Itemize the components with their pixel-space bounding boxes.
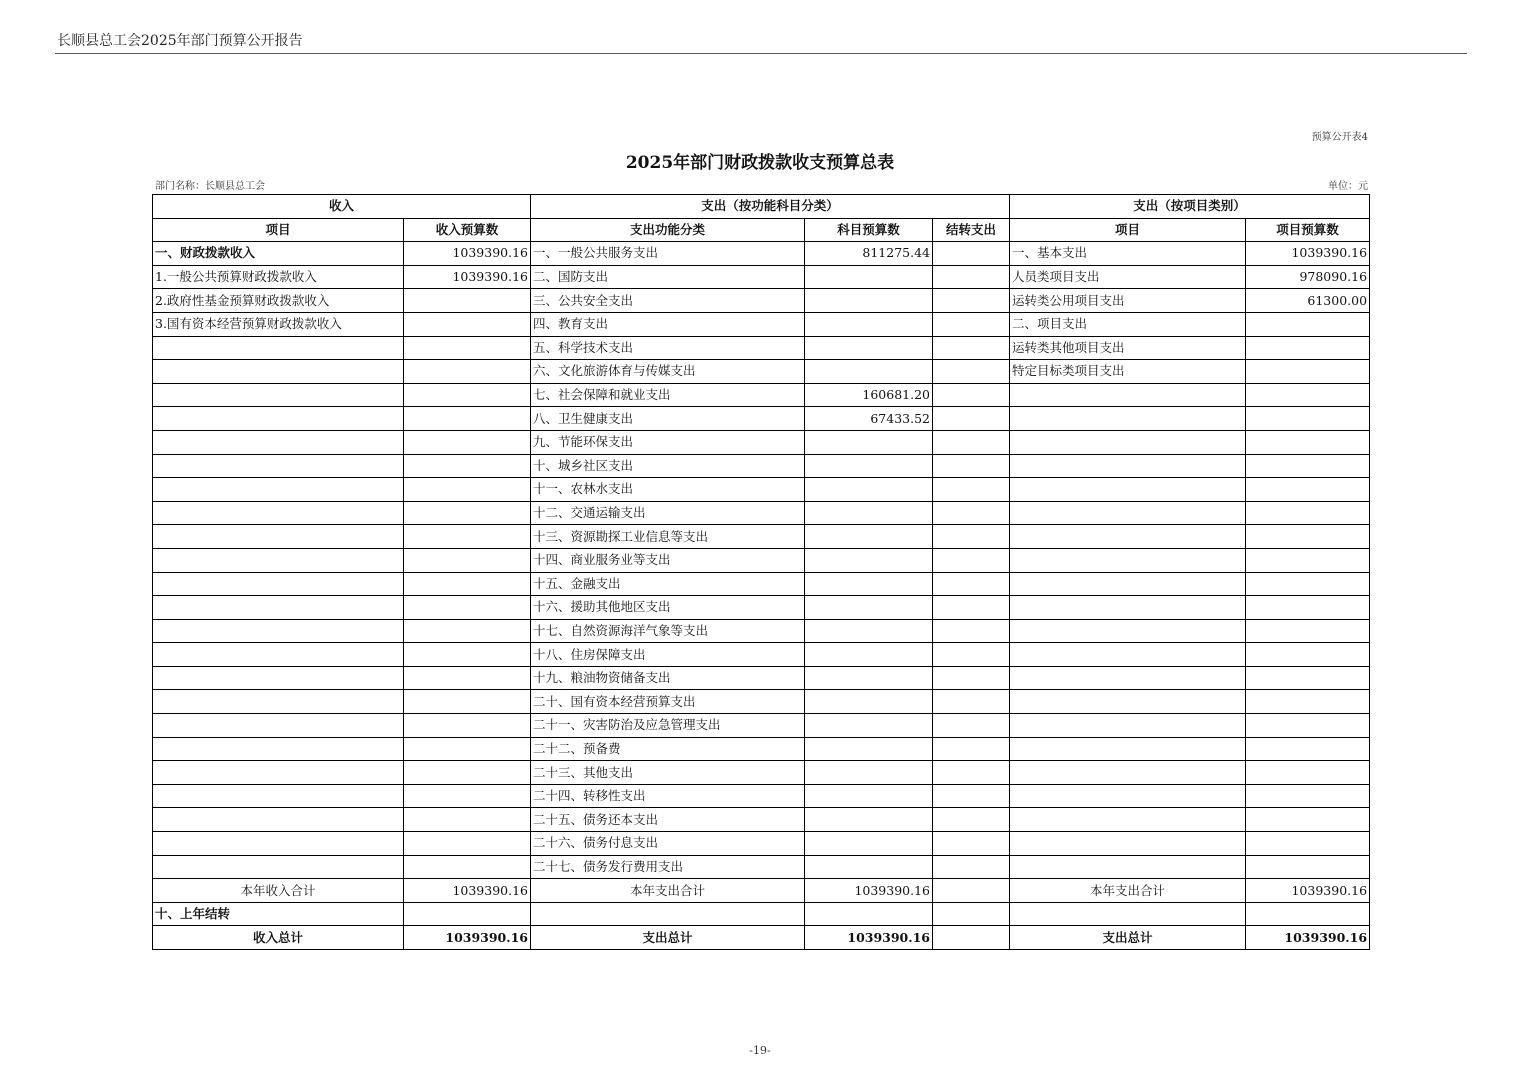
carryover-cell — [933, 761, 1010, 785]
project-amount-cell — [1246, 548, 1370, 572]
table-row — [153, 666, 1370, 690]
project-amount-cell — [1246, 430, 1370, 454]
function-item-cell: 五、科学技术支出 — [531, 336, 805, 360]
function-item-cell: 十一、农林水支出 — [531, 478, 805, 502]
project-amount-cell — [1246, 383, 1370, 407]
project-item-cell — [1010, 714, 1246, 738]
subtotal-row — [153, 879, 1370, 903]
income-amount-cell — [404, 784, 531, 808]
income-item-cell — [153, 407, 404, 431]
function-item-cell: 二十五、债务还本支出 — [531, 808, 805, 832]
function-amount-cell — [805, 808, 933, 832]
income-item-cell — [153, 690, 404, 714]
function-item-cell: 十五、金融支出 — [531, 572, 805, 596]
income-amount-cell — [404, 666, 531, 690]
income-item-cell — [153, 430, 404, 454]
income-item-cell — [153, 666, 404, 690]
table-row — [153, 454, 1370, 478]
income-amount-cell — [404, 572, 531, 596]
income-amount-cell — [404, 525, 531, 549]
table-row — [153, 383, 1370, 407]
function-amount-cell — [805, 855, 933, 879]
function-amount-cell — [805, 289, 933, 313]
project-amount-cell — [1246, 360, 1370, 384]
group-header-expense-project: 支出（按项目类别） — [1010, 195, 1370, 219]
project-item-cell — [1010, 737, 1246, 761]
group-header-income: 收入 — [153, 195, 531, 219]
function-item-cell: 三、公共安全支出 — [531, 289, 805, 313]
total-carryover — [933, 926, 1010, 950]
carryover-cell — [933, 525, 1010, 549]
total-project-label: 支出总计 — [1010, 926, 1246, 950]
income-item-cell — [153, 596, 404, 620]
table-row — [153, 336, 1370, 360]
function-amount-cell — [805, 265, 933, 289]
income-amount-cell — [404, 407, 531, 431]
prior-year-carryover-label: 十、上年结转 — [153, 902, 404, 926]
function-amount-cell — [805, 784, 933, 808]
carryover-cell — [933, 690, 1010, 714]
function-amount-cell — [805, 666, 933, 690]
function-item-cell: 十四、商业服务业等支出 — [531, 548, 805, 572]
carryover-cell — [933, 383, 1010, 407]
table-row — [153, 784, 1370, 808]
function-item-cell: 二十一、灾害防治及应急管理支出 — [531, 714, 805, 738]
project-amount-cell — [1246, 407, 1370, 431]
function-item-cell: 一、一般公共服务支出 — [531, 242, 805, 266]
function-item-cell: 四、教育支出 — [531, 312, 805, 336]
income-item-cell — [153, 737, 404, 761]
total-row — [153, 926, 1370, 950]
col-header-subject-budget: 科目预算数 — [805, 218, 933, 242]
project-amount-cell — [1246, 336, 1370, 360]
project-item-cell — [1010, 643, 1246, 667]
function-item-cell: 十六、援助其他地区支出 — [531, 596, 805, 620]
project-amount-cell — [1246, 478, 1370, 502]
function-amount-cell — [805, 619, 933, 643]
prior-year-carryover-row — [153, 902, 1370, 926]
table-row — [153, 430, 1370, 454]
function-item-cell: 十、城乡社区支出 — [531, 454, 805, 478]
income-amount-cell — [404, 832, 531, 856]
function-item-cell: 二十三、其他支出 — [531, 761, 805, 785]
project-amount-cell — [1246, 761, 1370, 785]
subtotal-function-label: 本年支出合计 — [531, 879, 805, 903]
project-item-cell — [1010, 761, 1246, 785]
project-amount-cell — [1246, 666, 1370, 690]
document-title: 2025年部门财政拨款收支预算总表 — [625, 153, 895, 173]
income-amount-cell — [404, 383, 531, 407]
carryover-cell — [933, 312, 1010, 336]
column-header-row — [153, 218, 1370, 242]
income-item-cell: 1.一般公共预算财政拨款收入 — [153, 265, 404, 289]
carryover-cell — [933, 808, 1010, 832]
col-header-income-budget: 收入预算数 — [404, 218, 531, 242]
table-body — [153, 242, 1370, 879]
group-header-expense-function: 支出（按功能科目分类） — [531, 195, 1010, 219]
income-amount-cell — [404, 808, 531, 832]
project-item-cell: 一、基本支出 — [1010, 242, 1246, 266]
table-row — [153, 289, 1370, 313]
function-item-cell: 七、社会保障和就业支出 — [531, 383, 805, 407]
function-item-cell: 二十四、转移性支出 — [531, 784, 805, 808]
project-item-cell — [1010, 454, 1246, 478]
project-amount-cell — [1246, 737, 1370, 761]
table-row — [153, 690, 1370, 714]
budget-table — [152, 194, 1370, 950]
carryover-cell — [933, 265, 1010, 289]
function-amount-cell — [805, 832, 933, 856]
function-amount-cell: 811275.44 — [805, 242, 933, 266]
page-number: -19- — [749, 1044, 771, 1057]
function-amount-cell — [805, 501, 933, 525]
project-amount-cell: 61300.00 — [1246, 289, 1370, 313]
col-header-carryover: 结转支出 — [933, 218, 1010, 242]
table-row — [153, 737, 1370, 761]
income-amount-cell — [404, 690, 531, 714]
carryover-cell — [933, 643, 1010, 667]
income-item-cell — [153, 548, 404, 572]
income-item-cell: 3.国有资本经营预算财政拨款收入 — [153, 312, 404, 336]
function-amount-cell — [805, 596, 933, 620]
project-item-cell: 二、项目支出 — [1010, 312, 1246, 336]
table-row — [153, 501, 1370, 525]
table-row — [153, 643, 1370, 667]
project-amount-cell — [1246, 619, 1370, 643]
project-amount-cell — [1246, 832, 1370, 856]
income-item-cell — [153, 454, 404, 478]
project-item-cell — [1010, 666, 1246, 690]
table-row — [153, 407, 1370, 431]
function-item-cell: 十八、住房保障支出 — [531, 643, 805, 667]
function-item-cell: 二十二、预备费 — [531, 737, 805, 761]
subtotal-income-label: 本年收入合计 — [153, 879, 404, 903]
subtotal-project-amount: 1039390.16 — [1246, 879, 1370, 903]
income-amount-cell — [404, 761, 531, 785]
income-item-cell — [153, 784, 404, 808]
income-amount-cell — [404, 855, 531, 879]
carryover-cell — [933, 430, 1010, 454]
project-amount-cell — [1246, 596, 1370, 620]
project-amount-cell — [1246, 690, 1370, 714]
income-item-cell — [153, 832, 404, 856]
carryover-cell — [933, 855, 1010, 879]
project-item-cell: 运转类公用项目支出 — [1010, 289, 1246, 313]
col-header-project-item: 项目 — [1010, 218, 1246, 242]
carryover-cell — [933, 596, 1010, 620]
income-amount-cell — [404, 312, 531, 336]
income-amount-cell — [404, 336, 531, 360]
carryover-cell — [933, 784, 1010, 808]
carryover-cell — [933, 832, 1010, 856]
project-item-cell — [1010, 478, 1246, 502]
project-item-cell: 特定目标类项目支出 — [1010, 360, 1246, 384]
function-amount-cell — [805, 643, 933, 667]
income-amount-cell — [404, 360, 531, 384]
carryover-cell — [933, 454, 1010, 478]
carryover-cell — [933, 289, 1010, 313]
project-amount-cell — [1246, 643, 1370, 667]
carryover-cell — [933, 619, 1010, 643]
table-row — [153, 312, 1370, 336]
table-row — [153, 714, 1370, 738]
project-amount-cell — [1246, 525, 1370, 549]
income-item-cell — [153, 761, 404, 785]
income-item-cell — [153, 336, 404, 360]
income-item-cell — [153, 501, 404, 525]
project-amount-cell — [1246, 808, 1370, 832]
project-item-cell — [1010, 525, 1246, 549]
function-item-cell: 十二、交通运输支出 — [531, 501, 805, 525]
income-item-cell — [153, 572, 404, 596]
project-item-cell — [1010, 548, 1246, 572]
table-row — [153, 572, 1370, 596]
project-item-cell — [1010, 855, 1246, 879]
col-header-project-budget: 项目预算数 — [1246, 218, 1370, 242]
income-amount-cell: 1039390.16 — [404, 265, 531, 289]
function-item-cell: 八、卫生健康支出 — [531, 407, 805, 431]
project-item-cell — [1010, 501, 1246, 525]
unit-label: 单位：元 — [1328, 181, 1368, 192]
table-row — [153, 619, 1370, 643]
carryover-cell — [933, 478, 1010, 502]
project-amount-cell — [1246, 714, 1370, 738]
carryover-cell — [933, 572, 1010, 596]
table-row — [153, 525, 1370, 549]
income-amount-cell — [404, 737, 531, 761]
income-item-cell — [153, 643, 404, 667]
function-item-cell: 二十六、债务付息支出 — [531, 832, 805, 856]
function-item-cell: 十九、粮油物资储备支出 — [531, 666, 805, 690]
col-header-item: 项目 — [153, 218, 404, 242]
project-item-cell — [1010, 808, 1246, 832]
project-amount-cell — [1246, 855, 1370, 879]
project-item-cell — [1010, 596, 1246, 620]
project-amount-cell: 978090.16 — [1246, 265, 1370, 289]
income-amount-cell — [404, 478, 531, 502]
income-item-cell — [153, 619, 404, 643]
income-amount-cell — [404, 619, 531, 643]
project-item-cell — [1010, 832, 1246, 856]
table-code: 预算公开表4 — [1311, 132, 1368, 143]
subtotal-project-label: 本年支出合计 — [1010, 879, 1246, 903]
table-row — [153, 855, 1370, 879]
function-amount-cell — [805, 690, 933, 714]
income-amount-cell — [404, 289, 531, 313]
function-amount-cell — [805, 454, 933, 478]
project-item-cell — [1010, 572, 1246, 596]
function-amount-cell — [805, 548, 933, 572]
income-amount-cell — [404, 501, 531, 525]
project-amount-cell — [1246, 312, 1370, 336]
header-divider — [55, 53, 1467, 54]
project-item-cell — [1010, 690, 1246, 714]
function-item-cell: 二十、国有资本经营预算支出 — [531, 690, 805, 714]
function-item-cell: 十三、资源勘探工业信息等支出 — [531, 525, 805, 549]
income-item-cell: 2.政府性基金预算财政拨款收入 — [153, 289, 404, 313]
income-item-cell — [153, 525, 404, 549]
table-row — [153, 265, 1370, 289]
project-item-cell — [1010, 784, 1246, 808]
function-amount-cell — [805, 525, 933, 549]
carryover-cell — [933, 501, 1010, 525]
income-amount-cell — [404, 714, 531, 738]
function-item-cell: 二、国防支出 — [531, 265, 805, 289]
function-item-cell: 十七、自然资源海洋气象等支出 — [531, 619, 805, 643]
carryover-cell — [933, 242, 1010, 266]
project-item-cell: 运转类其他项目支出 — [1010, 336, 1246, 360]
function-amount-cell: 67433.52 — [805, 407, 933, 431]
project-amount-cell — [1246, 784, 1370, 808]
table-row — [153, 242, 1370, 266]
total-project-amount: 1039390.16 — [1246, 926, 1370, 950]
table-row — [153, 832, 1370, 856]
carryover-cell — [933, 737, 1010, 761]
carryover-cell — [933, 336, 1010, 360]
table-row — [153, 548, 1370, 572]
department-label: 部门名称：长顺县总工会 — [155, 181, 265, 192]
col-header-function-class: 支出功能分类 — [531, 218, 805, 242]
project-item-cell — [1010, 430, 1246, 454]
income-amount-cell — [404, 643, 531, 667]
table-row — [153, 478, 1370, 502]
function-amount-cell — [805, 737, 933, 761]
income-amount-cell — [404, 596, 531, 620]
function-item-cell: 九、节能环保支出 — [531, 430, 805, 454]
subtotal-carryover — [933, 879, 1010, 903]
table-row — [153, 360, 1370, 384]
function-amount-cell — [805, 761, 933, 785]
income-item-cell — [153, 478, 404, 502]
function-item-cell: 六、文化旅游体育与传媒支出 — [531, 360, 805, 384]
income-amount-cell: 1039390.16 — [404, 242, 531, 266]
function-amount-cell — [805, 714, 933, 738]
function-item-cell: 二十七、债务发行费用支出 — [531, 855, 805, 879]
carryover-cell — [933, 714, 1010, 738]
function-amount-cell — [805, 430, 933, 454]
income-item-cell — [153, 808, 404, 832]
subtotal-function-amount: 1039390.16 — [805, 879, 933, 903]
project-amount-cell: 1039390.16 — [1246, 242, 1370, 266]
subtotal-income-amount: 1039390.16 — [404, 879, 531, 903]
income-amount-cell — [404, 430, 531, 454]
project-item-cell: 人员类项目支出 — [1010, 265, 1246, 289]
project-item-cell — [1010, 383, 1246, 407]
project-item-cell — [1010, 407, 1246, 431]
income-item-cell — [153, 714, 404, 738]
total-function-amount: 1039390.16 — [805, 926, 933, 950]
function-amount-cell — [805, 478, 933, 502]
carryover-cell — [933, 407, 1010, 431]
project-amount-cell — [1246, 454, 1370, 478]
table-row — [153, 596, 1370, 620]
total-income-label: 收入总计 — [153, 926, 404, 950]
income-item-cell — [153, 855, 404, 879]
function-amount-cell — [805, 312, 933, 336]
income-item-cell — [153, 383, 404, 407]
project-amount-cell — [1246, 501, 1370, 525]
carryover-cell — [933, 666, 1010, 690]
table-row — [153, 808, 1370, 832]
total-income-amount: 1039390.16 — [404, 926, 531, 950]
project-item-cell — [1010, 619, 1246, 643]
income-item-cell — [153, 360, 404, 384]
income-amount-cell — [404, 454, 531, 478]
function-amount-cell: 160681.20 — [805, 383, 933, 407]
project-amount-cell — [1246, 572, 1370, 596]
total-function-label: 支出总计 — [531, 926, 805, 950]
function-amount-cell — [805, 360, 933, 384]
group-header-row — [153, 195, 1370, 219]
income-amount-cell — [404, 548, 531, 572]
function-amount-cell — [805, 572, 933, 596]
carryover-cell — [933, 548, 1010, 572]
function-amount-cell — [805, 336, 933, 360]
income-item-cell: 一、财政拨款收入 — [153, 242, 404, 266]
carryover-cell — [933, 360, 1010, 384]
report-header-title: 长顺县总工会2025年部门预算公开报告 — [57, 33, 303, 49]
table-row — [153, 761, 1370, 785]
